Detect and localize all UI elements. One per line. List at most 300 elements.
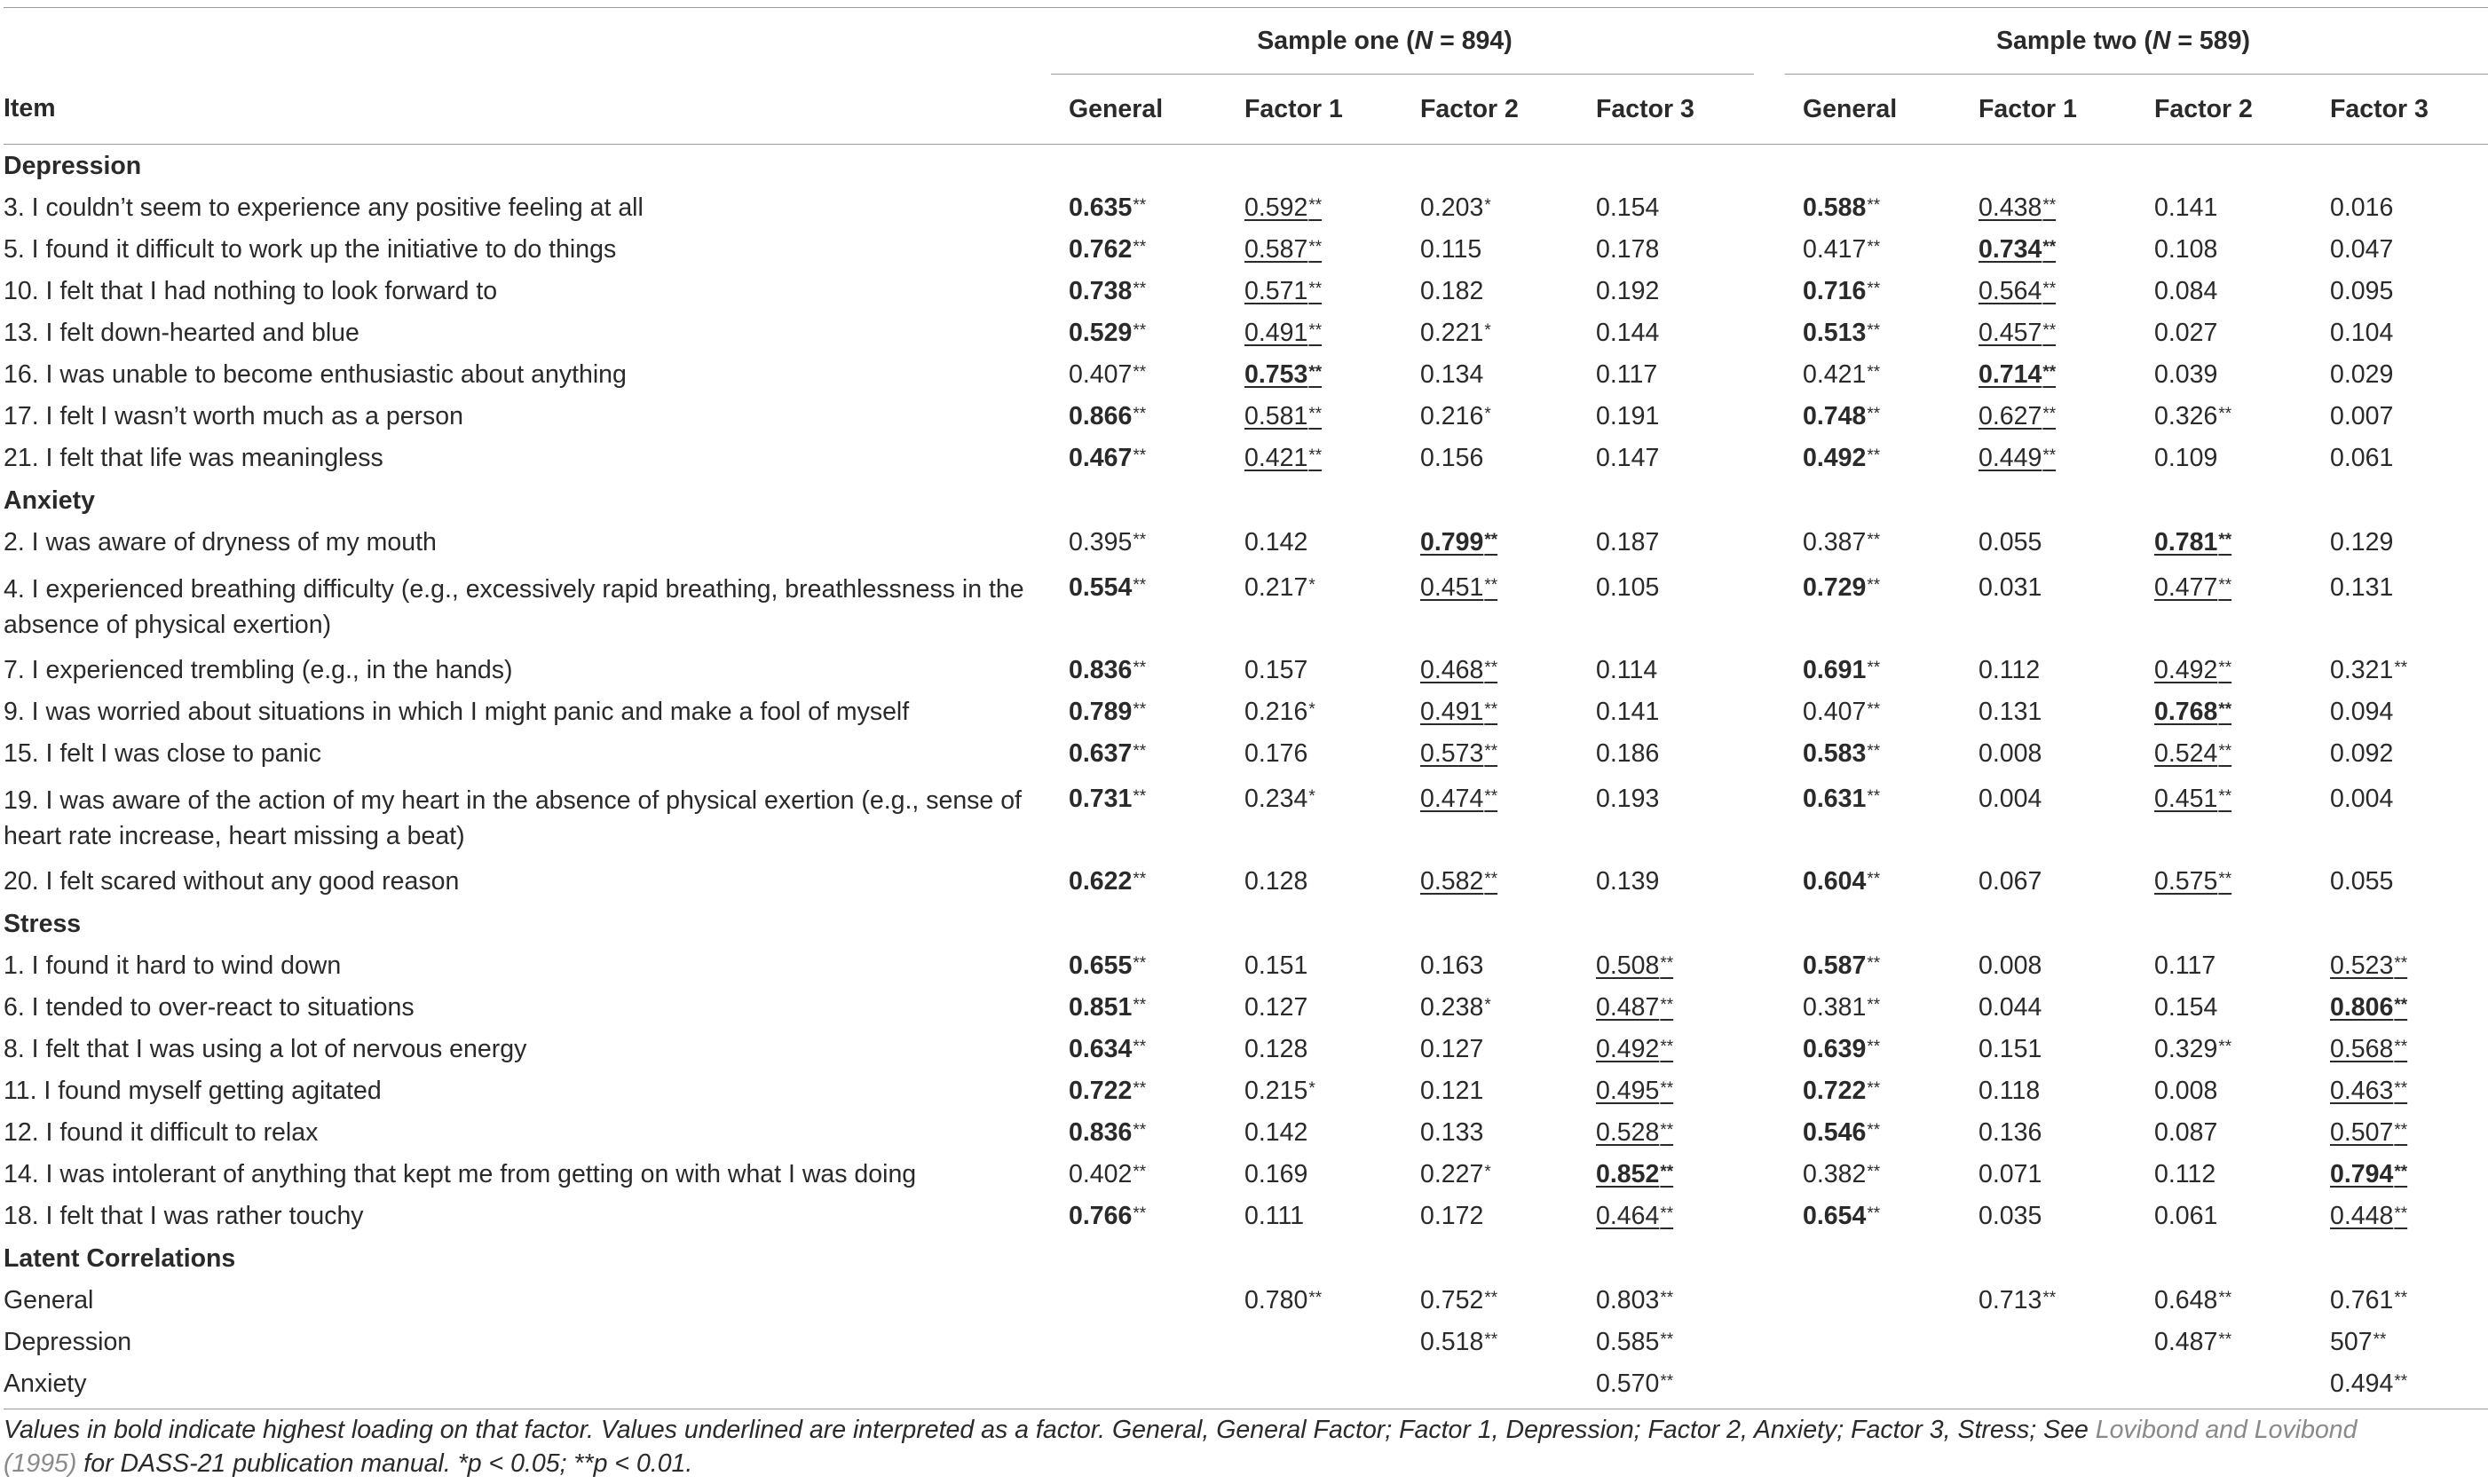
loading-cell	[1051, 564, 1227, 650]
loading-value: 0.575**	[2154, 867, 2232, 896]
loading-cell	[1785, 733, 1961, 775]
loading-cell	[1227, 312, 1402, 354]
loading-value: 0.035	[1979, 1202, 2042, 1230]
sample-gap	[1754, 691, 1785, 733]
section-title: Latent Correlations	[4, 1243, 236, 1273]
loading-cell	[1227, 1322, 1402, 1363]
loading-value: 0.129	[2330, 528, 2394, 556]
loading-value: 0.467	[1069, 444, 1133, 472]
loading-cell	[1227, 650, 1402, 691]
loading-cell	[1785, 229, 1961, 271]
significance-mark: **	[2042, 280, 2057, 298]
sample-gap	[1754, 438, 1785, 479]
loading-value: 0.047	[2330, 235, 2394, 264]
loading-cell	[1961, 1363, 2137, 1409]
loading-value: 0.866	[1069, 402, 1133, 430]
significance-mark: **	[1133, 742, 1147, 761]
loading-cell	[1785, 312, 1961, 354]
loading-cell	[1227, 438, 1402, 479]
loading-cell	[1785, 564, 1961, 650]
section-title: Stress	[4, 909, 82, 938]
loading-value: 0.570	[1596, 1370, 1660, 1398]
loading-value: 0.492	[1803, 444, 1867, 472]
loading-cell	[1961, 354, 2137, 396]
loading-value: 0.151	[1244, 951, 1308, 980]
loading-value: 0.117	[2154, 951, 2216, 980]
loading-cell	[2312, 1280, 2488, 1322]
significance-mark: **	[2218, 405, 2232, 423]
significance-mark: **	[2394, 996, 2408, 1014]
loading-cell	[1402, 187, 1578, 229]
significance-mark: **	[1660, 1121, 1674, 1140]
loading-cell	[1785, 522, 1961, 564]
loading-cell	[2312, 187, 2488, 229]
significance-mark: **	[1133, 954, 1147, 973]
loading-cell	[2137, 354, 2312, 396]
loading-cell	[1578, 987, 1754, 1029]
table-row	[4, 945, 2488, 987]
loading-cell	[1051, 1154, 1227, 1196]
table-row	[4, 1112, 2488, 1154]
loading-value: 0.156	[1420, 444, 1484, 472]
loading-value: 0.457**	[1979, 319, 2057, 347]
item-text: 10. I felt that I had nothing to look forward to	[4, 277, 498, 305]
loading-cell	[1051, 1322, 1227, 1363]
loading-cell	[2312, 229, 2488, 271]
table-row	[4, 312, 2488, 354]
loading-value: 0.203	[1420, 193, 1484, 222]
loading-value: 0.654	[1803, 1202, 1867, 1230]
sample-gap	[1754, 1112, 1785, 1154]
loading-cell	[1961, 987, 2137, 1029]
sample-gap	[1754, 1154, 1785, 1196]
loading-value: 0.127	[1420, 1035, 1484, 1063]
significance-mark: **	[1133, 659, 1147, 677]
loading-value: 0.215	[1244, 1077, 1308, 1105]
sample-gap	[1754, 564, 1785, 650]
loading-value: 0.508**	[1596, 951, 1674, 980]
loading-value: 0.635	[1069, 193, 1133, 222]
significance-mark: **	[1308, 1289, 1323, 1307]
significance-mark: **	[2218, 1330, 2232, 1349]
item-text: 1. I found it hard to wind down	[4, 951, 342, 980]
loading-cell	[1051, 522, 1227, 564]
item-text: 13. I felt down-hearted and blue	[4, 319, 359, 347]
loading-value: 0.627**	[1979, 402, 2057, 430]
loading-value: 0.227	[1420, 1160, 1484, 1188]
significance-mark: **	[2373, 1330, 2387, 1349]
significance-mark: **	[1660, 1372, 1674, 1391]
significance-mark: **	[1133, 196, 1147, 215]
loading-cell	[2312, 522, 2488, 564]
table-row	[4, 733, 2488, 775]
loading-cell	[1227, 945, 1402, 987]
significance-mark: **	[1133, 321, 1147, 340]
loading-cell	[1402, 229, 1578, 271]
loading-value: 0.448**	[2330, 1202, 2408, 1230]
significance-mark: **	[2218, 659, 2232, 677]
significance-mark: **	[1308, 321, 1323, 340]
item-text: 3. I couldn’t seem to experience any positive feeling at all	[4, 193, 644, 222]
loading-value: 0.634	[1069, 1035, 1133, 1063]
significance-mark: *	[1484, 996, 1491, 1014]
loading-value: 0.722	[1803, 1077, 1867, 1105]
significance-mark: **	[2218, 1289, 2232, 1307]
loading-value: 0.799**	[1420, 528, 1498, 556]
loading-value: 0.142	[1244, 528, 1308, 556]
loading-cell	[1961, 229, 2137, 271]
sample-gap	[1754, 733, 1785, 775]
loading-value: 0.216	[1420, 402, 1484, 430]
loading-value: 0.487**	[1596, 993, 1674, 1022]
loading-cell	[2137, 312, 2312, 354]
loading-value: 0.008	[2154, 1077, 2218, 1105]
loading-cell	[1785, 396, 1961, 438]
loading-cell	[1785, 1280, 1961, 1322]
significance-mark: **	[1484, 700, 1498, 719]
loading-value: 0.016	[2330, 193, 2394, 222]
loading-value: 0.326	[2154, 402, 2218, 430]
loading-cell	[1961, 522, 2137, 564]
loading-value: 0.127	[1244, 993, 1308, 1022]
loading-cell	[1578, 1196, 1754, 1237]
loading-value: 0.604	[1803, 867, 1867, 896]
loading-value: 0.407	[1069, 360, 1133, 389]
item-text: Depression	[4, 1328, 132, 1356]
loading-value: 0.731	[1069, 785, 1133, 813]
loading-value: 0.007	[2330, 402, 2394, 430]
loading-cell	[2312, 1363, 2488, 1409]
loading-value: 0.518	[1420, 1328, 1484, 1356]
table-row	[4, 438, 2488, 479]
loading-cell	[2312, 650, 2488, 691]
loading-cell	[1402, 312, 1578, 354]
loading-cell	[1578, 438, 1754, 479]
loading-value: 0.111	[1244, 1202, 1305, 1230]
table-row	[4, 775, 2488, 861]
loading-cell	[2137, 733, 2312, 775]
footnote-reference-link[interactable]: Lovibond and Lovibond (1995)	[4, 1416, 2358, 1478]
loading-value: 0.568**	[2330, 1035, 2408, 1063]
significance-mark: *	[1308, 1079, 1315, 1098]
loading-cell	[1578, 650, 1754, 691]
loading-value: 0.092	[2330, 739, 2394, 768]
loading-cell	[1051, 354, 1227, 396]
loading-value: 0.087	[2154, 1118, 2218, 1147]
factor-loadings-table	[4, 7, 2488, 1409]
loading-cell	[1227, 1029, 1402, 1070]
loading-value: 0.192	[1596, 277, 1660, 305]
loading-cell	[2312, 733, 2488, 775]
loading-cell	[2312, 1196, 2488, 1237]
significance-mark: **	[2042, 238, 2057, 257]
loading-cell	[1402, 1363, 1578, 1409]
loading-value: 0.507**	[2330, 1118, 2408, 1147]
loading-cell	[1578, 1112, 1754, 1154]
loading-value: 0.238	[1420, 993, 1484, 1022]
loading-value: 0.144	[1596, 319, 1660, 347]
loading-value: 0.141	[1596, 698, 1660, 726]
loading-value: 0.128	[1244, 1035, 1308, 1063]
section-header-depression	[4, 145, 2488, 188]
significance-mark: **	[1867, 446, 1881, 465]
loading-cell	[1578, 861, 1754, 903]
table-row	[4, 271, 2488, 312]
loading-cell	[1402, 733, 1578, 775]
sample-two-header: Sample two (N = 589)	[1785, 8, 2488, 75]
loading-cell	[1051, 229, 1227, 271]
loading-cell	[1578, 271, 1754, 312]
significance-mark: **	[1867, 954, 1881, 973]
loading-cell	[1051, 1112, 1227, 1154]
loading-cell	[1402, 775, 1578, 861]
loading-cell	[1051, 1070, 1227, 1112]
loading-cell	[1402, 1196, 1578, 1237]
significance-mark: **	[1133, 576, 1147, 595]
loading-cell	[1578, 1322, 1754, 1363]
table-row	[4, 187, 2488, 229]
loading-value: 0.221	[1420, 319, 1484, 347]
loading-cell	[1402, 354, 1578, 396]
significance-mark: **	[1867, 280, 1881, 298]
loading-cell	[1051, 861, 1227, 903]
loading-cell	[2312, 945, 2488, 987]
loading-cell	[1227, 522, 1402, 564]
loading-cell	[1227, 1196, 1402, 1237]
loading-cell	[1961, 861, 2137, 903]
loading-value: 0.546	[1803, 1118, 1867, 1147]
loading-cell	[1402, 945, 1578, 987]
loading-value: 0.217	[1244, 573, 1308, 602]
loading-cell	[1227, 1112, 1402, 1154]
loading-value: 0.061	[2330, 444, 2394, 472]
loading-value: 0.112	[2154, 1160, 2216, 1188]
loading-value: 0.147	[1596, 444, 1660, 472]
significance-mark: **	[2394, 954, 2408, 973]
loading-value: 0.761	[2330, 1286, 2394, 1314]
significance-mark: **	[1484, 1330, 1498, 1349]
loading-cell	[1578, 187, 1754, 229]
col-header-s1-factor1: Factor 1	[1227, 75, 1402, 145]
loading-cell	[1785, 354, 1961, 396]
significance-mark: **	[2218, 531, 2232, 549]
significance-mark: **	[1660, 1330, 1674, 1349]
loading-cell	[2312, 564, 2488, 650]
loading-value: 0.637	[1069, 739, 1133, 768]
loading-cell	[1227, 271, 1402, 312]
significance-mark: **	[1133, 787, 1147, 806]
loading-value: 0.655	[1069, 951, 1133, 980]
loading-value: 0.852**	[1596, 1160, 1674, 1188]
loading-cell	[1785, 1070, 1961, 1112]
loading-cell	[1785, 691, 1961, 733]
loading-value: 0.395	[1069, 528, 1133, 556]
loading-value: 0.691	[1803, 656, 1867, 684]
column-header-row	[4, 75, 2488, 145]
loading-value: 0.631	[1803, 785, 1867, 813]
significance-mark: **	[1867, 576, 1881, 595]
table-row	[4, 1363, 2488, 1409]
loading-cell	[1227, 1154, 1402, 1196]
significance-mark: **	[2042, 321, 2057, 340]
significance-mark: **	[1867, 1121, 1881, 1140]
significance-mark: **	[1484, 870, 1498, 888]
loading-cell	[1227, 987, 1402, 1029]
significance-mark: **	[2042, 446, 2057, 465]
loading-value: 0.178	[1596, 235, 1660, 264]
significance-mark: **	[1308, 196, 1323, 215]
loading-cell	[1785, 1112, 1961, 1154]
loading-value: 0.438**	[1979, 193, 2057, 222]
significance-mark: **	[2394, 1204, 2408, 1223]
loading-cell	[1402, 1280, 1578, 1322]
loading-cell	[1051, 312, 1227, 354]
loading-cell	[1402, 650, 1578, 691]
loading-value: 0.752	[1420, 1286, 1484, 1314]
item-text: 20. I felt scared without any good reason	[4, 867, 460, 896]
loading-cell	[1227, 733, 1402, 775]
loading-value: 0.573**	[1420, 739, 1498, 768]
loading-value: 0.055	[2330, 867, 2394, 896]
loading-value: 0.117	[1596, 360, 1658, 389]
loading-value: 0.762	[1069, 235, 1133, 264]
sample-gap	[1754, 187, 1785, 229]
significance-mark: **	[2218, 742, 2232, 761]
loading-cell	[2137, 438, 2312, 479]
loading-cell	[1785, 987, 1961, 1029]
loading-cell	[1051, 396, 1227, 438]
significance-mark: **	[1867, 742, 1881, 761]
loading-cell	[1785, 1363, 1961, 1409]
significance-mark: *	[1484, 405, 1491, 423]
significance-mark: **	[1867, 1204, 1881, 1223]
loading-cell	[2312, 1322, 2488, 1363]
loading-value: 0.172	[1420, 1202, 1484, 1230]
loading-cell	[1051, 945, 1227, 987]
significance-mark: **	[2042, 1289, 2057, 1307]
significance-mark: **	[1133, 238, 1147, 257]
significance-mark: **	[1308, 446, 1323, 465]
loading-value: 0.451**	[1420, 573, 1498, 602]
loading-cell	[2137, 1322, 2312, 1363]
loading-cell	[1051, 271, 1227, 312]
col-header-s1-factor2: Factor 2	[1402, 75, 1578, 145]
loading-cell	[1785, 271, 1961, 312]
item-text: 5. I found it difficult to work up the initiative to do things	[4, 235, 617, 264]
significance-mark: **	[2042, 363, 2057, 382]
loading-value: 0.407	[1803, 698, 1867, 726]
loading-value: 0.468**	[1420, 656, 1498, 684]
sample-gap	[1754, 522, 1785, 564]
loading-cell	[2312, 1112, 2488, 1154]
loading-cell	[2312, 691, 2488, 733]
sample-gap	[1754, 354, 1785, 396]
loading-cell	[1402, 271, 1578, 312]
loading-cell	[2137, 1154, 2312, 1196]
loading-value: 0.163	[1420, 951, 1484, 980]
loading-value: 0.713	[1979, 1286, 2042, 1314]
loading-value: 0.588	[1803, 193, 1867, 222]
item-text: 6. I tended to over-react to situations	[4, 993, 415, 1022]
loading-cell	[1961, 733, 2137, 775]
table-row	[4, 1322, 2488, 1363]
loading-cell	[1227, 1280, 1402, 1322]
loading-cell	[2137, 650, 2312, 691]
sample-gap	[1754, 1322, 1785, 1363]
loading-cell	[2312, 861, 2488, 903]
loading-cell	[1578, 1363, 1754, 1409]
loading-value: 0.766	[1069, 1202, 1133, 1230]
loading-cell	[1961, 1154, 2137, 1196]
loading-value: 0.142	[1244, 1118, 1308, 1147]
loading-cell	[1227, 1070, 1402, 1112]
loading-cell	[1227, 187, 1402, 229]
sample-gap	[1754, 271, 1785, 312]
item-column-header: Item	[4, 75, 1051, 145]
loading-cell	[2137, 691, 2312, 733]
significance-mark: **	[1308, 405, 1323, 423]
sample-gap	[1754, 1029, 1785, 1070]
loading-value: 0.154	[1596, 193, 1660, 222]
loading-cell	[1402, 1154, 1578, 1196]
table-row	[4, 354, 2488, 396]
loading-cell	[1961, 1280, 2137, 1322]
significance-mark: **	[1867, 1079, 1881, 1098]
table-row	[4, 1196, 2488, 1237]
significance-mark: **	[1133, 700, 1147, 719]
loading-cell	[1402, 522, 1578, 564]
loading-value: 0.031	[1979, 573, 2042, 602]
loading-cell	[1961, 650, 2137, 691]
loading-cell	[1578, 564, 1754, 650]
significance-mark: **	[1133, 1163, 1147, 1181]
loading-cell	[2137, 396, 2312, 438]
loading-cell	[1227, 1363, 1402, 1409]
loading-value: 0.491**	[1420, 698, 1498, 726]
loading-value: 0.008	[1979, 951, 2042, 980]
loading-value: 0.134	[1420, 360, 1484, 389]
loading-value: 0.794**	[2330, 1160, 2408, 1188]
significance-mark: **	[1484, 659, 1498, 677]
loading-cell	[1961, 1322, 2137, 1363]
item-text: 8. I felt that I was using a lot of nervous energy	[4, 1035, 527, 1063]
sample-gap	[1754, 945, 1785, 987]
loading-cell	[1961, 396, 2137, 438]
loading-value: 0.487	[2154, 1328, 2218, 1356]
loading-value: 0.495**	[1596, 1077, 1674, 1105]
loading-value: 0.067	[1979, 867, 2042, 896]
loading-cell	[1578, 312, 1754, 354]
loading-value: 0.528**	[1596, 1118, 1674, 1147]
sample-gap	[1754, 1070, 1785, 1112]
significance-mark: **	[1660, 1204, 1674, 1223]
section-header-anxiety	[4, 479, 2488, 522]
significance-mark: **	[1660, 1163, 1674, 1181]
loading-value: 0.417	[1803, 235, 1867, 264]
significance-mark: **	[1484, 576, 1498, 595]
loading-value: 0.387	[1803, 528, 1867, 556]
significance-mark: *	[1484, 196, 1491, 215]
loading-value: 0.329	[2154, 1035, 2218, 1063]
significance-mark: **	[1660, 996, 1674, 1014]
loading-cell	[2312, 775, 2488, 861]
significance-mark: **	[1660, 1289, 1674, 1307]
loading-cell	[2137, 987, 2312, 1029]
loading-value: 0.094	[2330, 698, 2394, 726]
significance-mark: **	[1867, 1038, 1881, 1056]
loading-value: 0.121	[1420, 1077, 1484, 1105]
loading-cell	[1785, 945, 1961, 987]
